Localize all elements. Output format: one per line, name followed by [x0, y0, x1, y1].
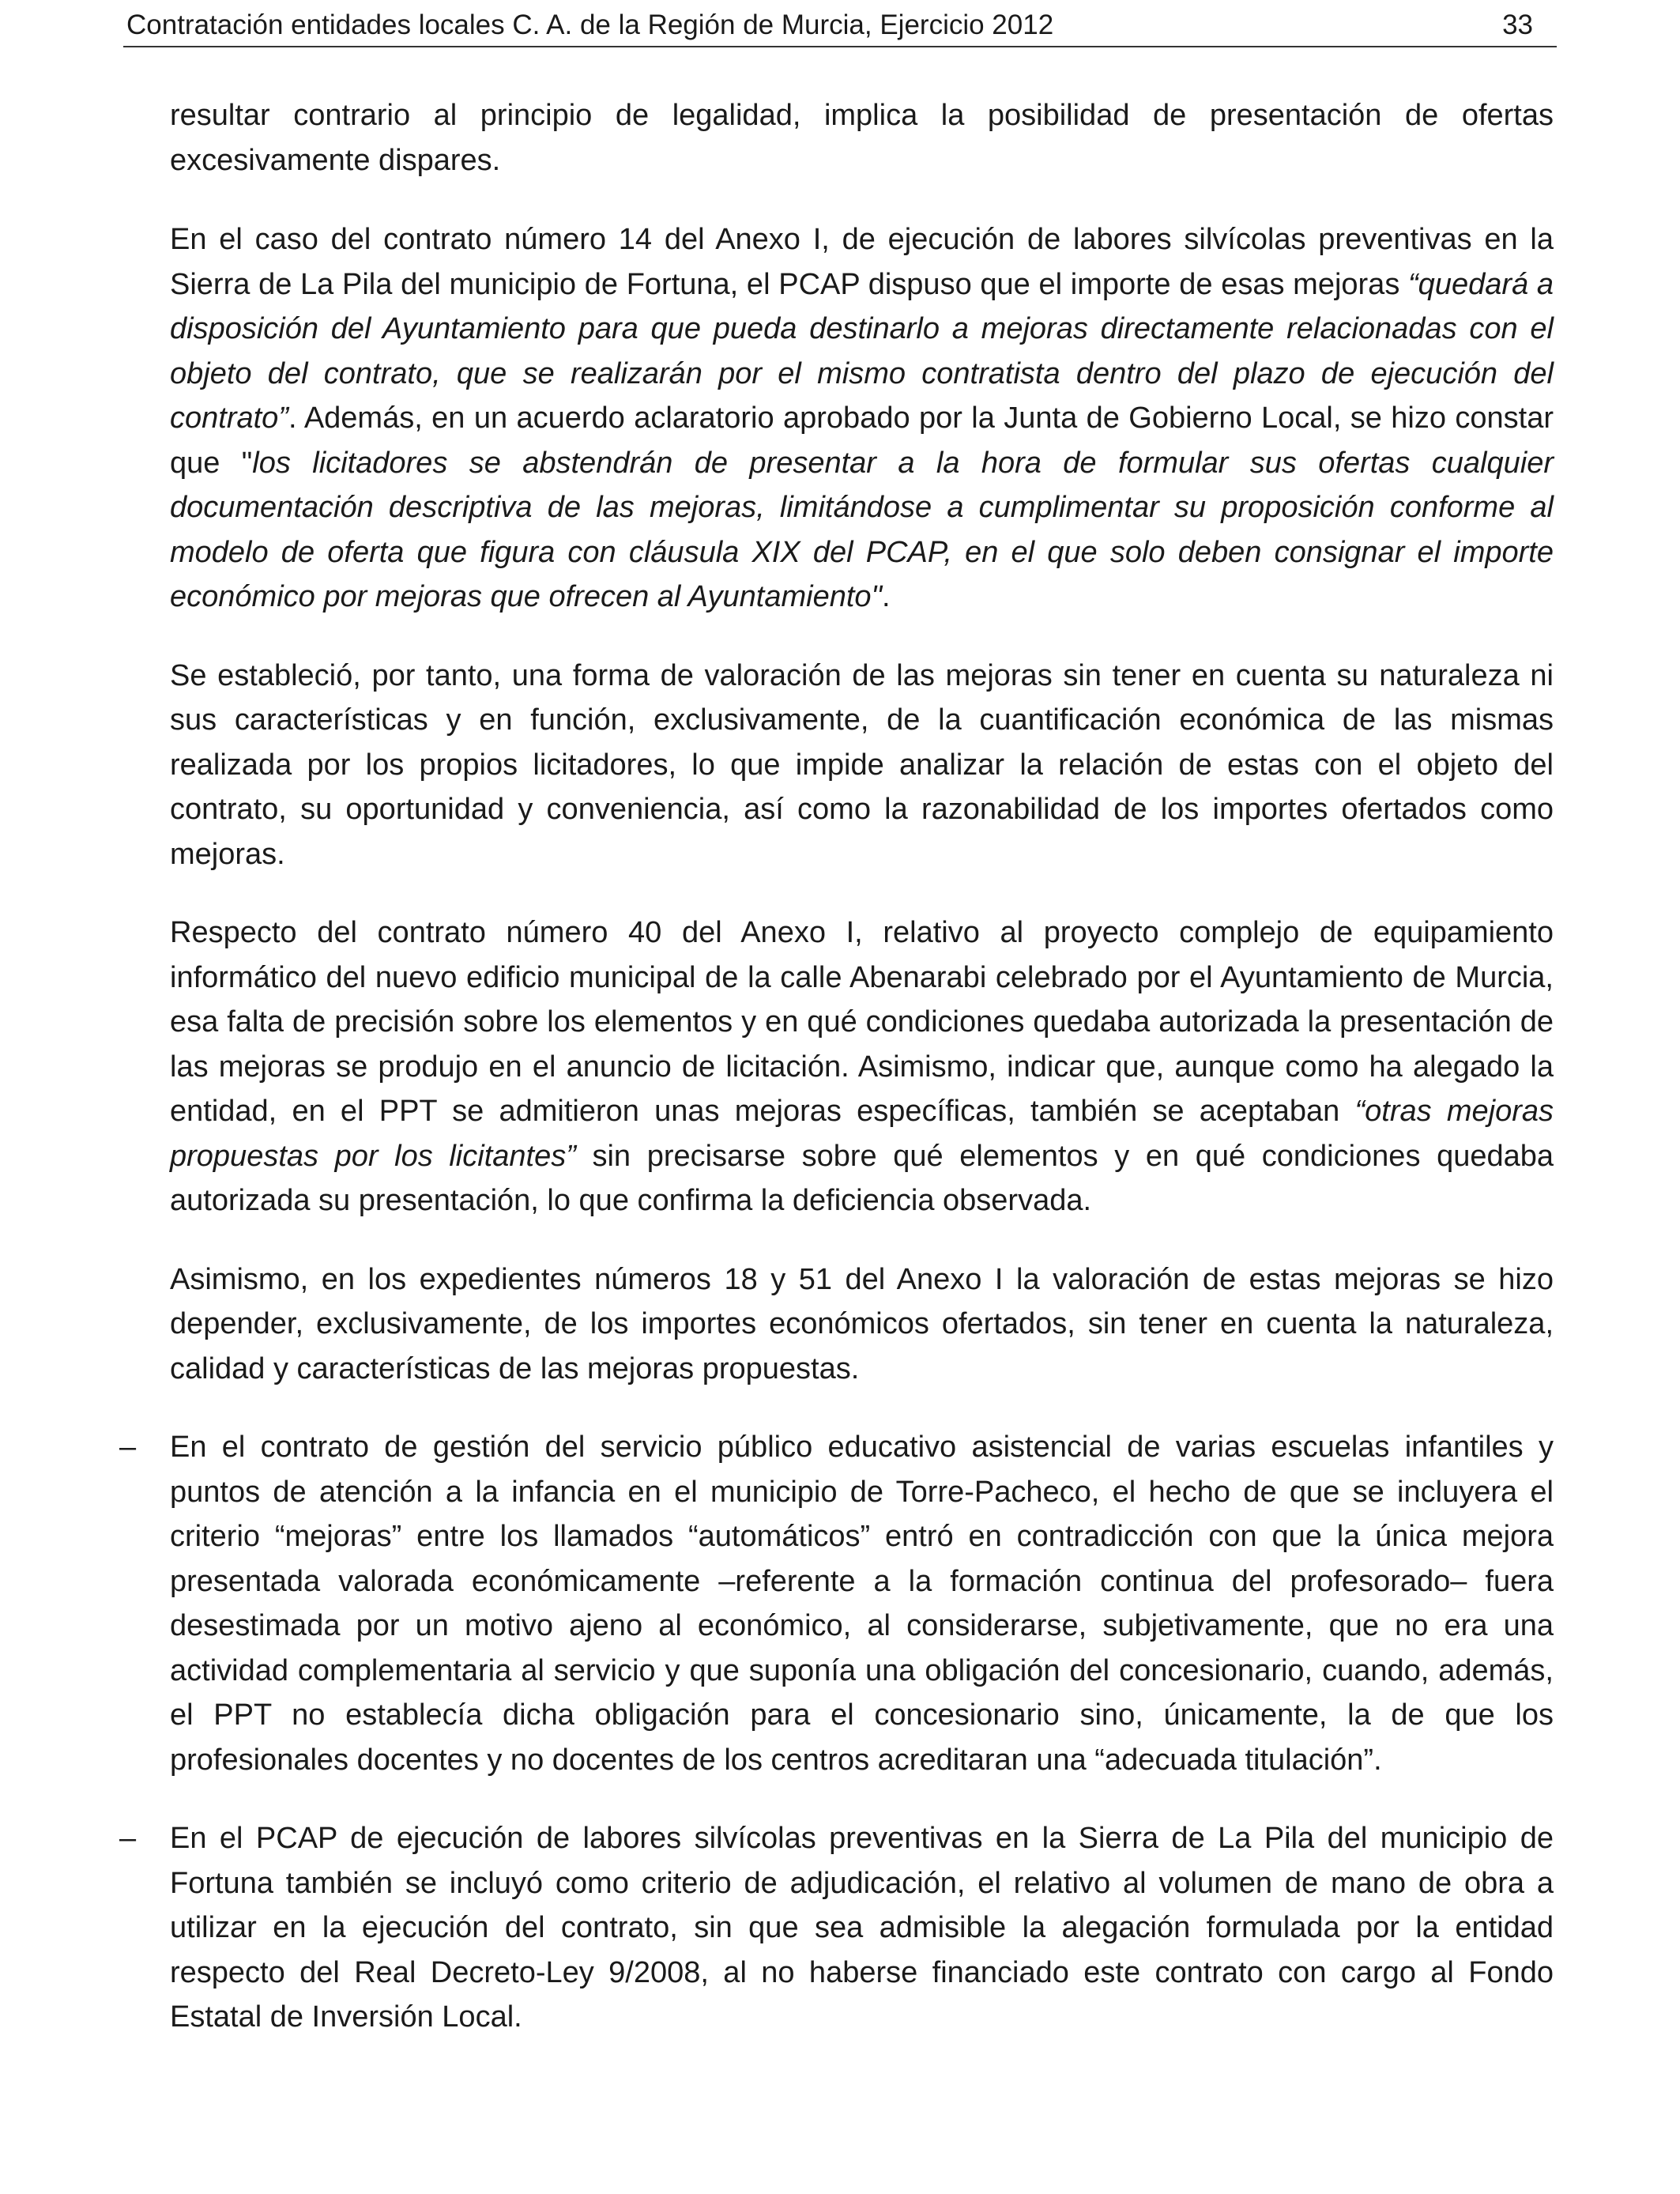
bullet-item [119, 1425, 1554, 1782]
document-body [119, 93, 1554, 2074]
dash-bullet-icon: – [119, 1431, 137, 1464]
paragraph-2-quote-acuerdo: los licitadores se abstendrán de presentar a la hora de formular sus ofertas cualquier documentación descriptiva de las mejoras, limitándose a cumplimentar su proposición conforme al modelo de oferta que figura con cláusula XIX del PCAP, en el que solo deben consignar el importe económico por mejoras que ofrecen al Ayuntamiento" [170, 446, 1554, 613]
bullet-text: En el contrato de gestión del servicio público educativo asistencial de varias escuelas infantiles y puntos de atención a la infancia en el municipio de Torre-Pacheco, el hecho de que se incluyera el criterio “mejoras” entre los llamados “automáticos” entró en contradicción con que la única mejora presentada valorada económicamente –referente a la formación continua del profesorado– fuera desestimada por un motivo ajeno al económico, al considerarse, subjetivamente, que no era una actividad complementaria al servicio y que suponía una obligación del concesionario, cuando, además, el PPT no establecía dicha obligación para el concesionario sino, únicamente, la de que los profesionales docentes y no docentes de los centros acreditaran una “adecuada titulación”. [170, 1431, 1554, 1777]
paragraph-4-text-a: Respecto del contrato número 40 del Anexo I, relativo al proyecto complejo de equipamiento informático del nuevo edificio municipal de la calle Abenarabi celebrado por el Ayuntamiento de Murcia, esa falta de precisión sobre los elementos y en qué condiciones quedaba autorizada la presentación de las mejoras se produjo en el anuncio de licitación. Asimismo, indicar que, aunque como ha alegado la entidad, en el PPT se admitieron unas mejoras específicas, también se aceptaban [170, 916, 1554, 1128]
paragraph-2-text-a: En el caso del contrato número 14 del Anexo I, de ejecución de labores silvícolas preventivas en la Sierra de La Pila del municipio de Fortuna, el PCAP dispuso que el importe de esas mejoras [170, 223, 1554, 301]
paragraph-1: resultar contrario al principio de legalidad, implica la posibilidad de presentación de ofertas excesivamente dispares. [170, 99, 1554, 177]
paragraph-4 [170, 910, 1554, 1223]
paragraph-3: Se estableció, por tanto, una forma de valoración de las mejoras sin tener en cuenta su naturaleza ni sus características y en función, exclusivamente, de la cuantificación económica de las mismas realizada por los propios licitadores, lo que impide analizar la relación de estas con el objeto del contrato, su oportunidad y conveniencia, así como la razonabilidad de los importes ofertados como mejoras. [170, 658, 1554, 871]
report-title: Contratación entidades locales C. A. de la Región de Murcia, Ejercicio 2012 [126, 9, 1054, 40]
page-number: 33 [1502, 9, 1533, 40]
paragraph-2-text-c: . Además, en un acuerdo aclaratorio aprobado por la Junta de Gobierno Local, se hizo constar que " [170, 401, 1554, 480]
bullet-item [119, 1816, 1554, 2040]
paragraph-2 [170, 217, 1554, 620]
paragraph-5: Asimismo, en los expedientes números 18 y 51 del Anexo I la valoración de estas mejoras se hizo depender, exclusivamente, de los importes económicos ofertados, sin tener en cuenta la naturaleza, calidad y características de las mejoras propuestas. [170, 1262, 1554, 1385]
paragraph-2-quote-pcap: “quedará a disposición del Ayuntamiento para que pueda destinarlo a mejoras directamente relacionadas con el objeto del contrato, que se realizarán por el mismo contratista dentro del plazo de ejecución del contrato” [170, 267, 1554, 435]
dash-bullet-icon: – [119, 1822, 137, 1855]
bullet-text: En el PCAP de ejecución de labores silvícolas preventivas en la Sierra de La Pila del municipio de Fortuna también se incluyó como criterio de adjudicación, el relativo al volumen de mano de obra a utilizar en la ejecución del contrato, sin que sea admisible la alegación formulada por la entidad respecto del Real Decreto-Ley 9/2008, al no haberse financiado este contrato con cargo al Fondo Estatal de Inversión Local. [170, 1822, 1554, 2034]
paragraph-4-text-c: sin precisarse sobre qué elementos y en qué condiciones quedaba autorizada su presentación, lo que confirma la deficiencia observada. [170, 1139, 1554, 1217]
page-header [123, 0, 1557, 47]
paragraph-2-text-e: . [882, 580, 891, 613]
paragraph-4-quote: “otras mejoras propuestas por los licitantes” [170, 1095, 1554, 1173]
